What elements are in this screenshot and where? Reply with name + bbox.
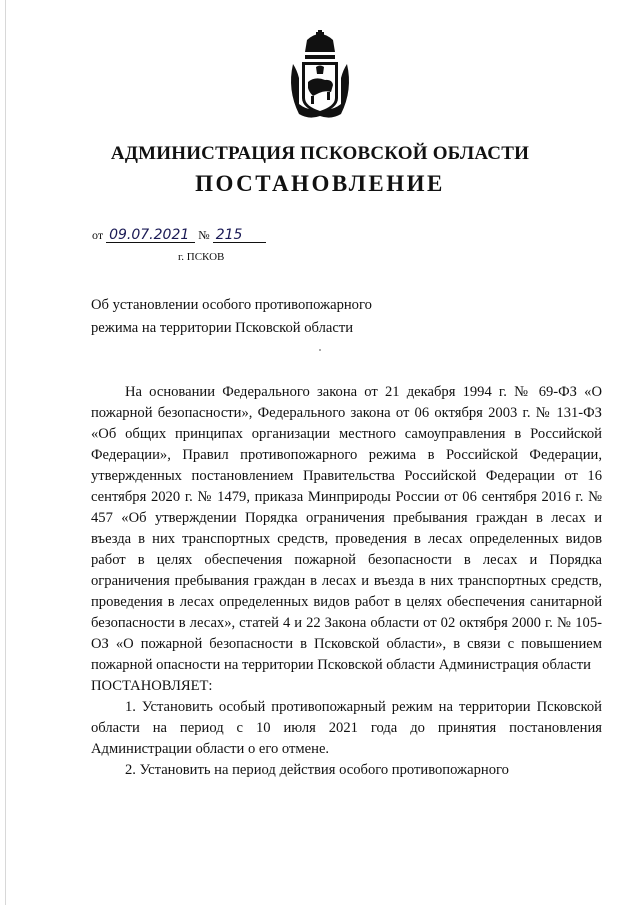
subject-line-1: Об установлении особого противопожарного bbox=[91, 297, 372, 313]
subject-line-2: режима на территории Псковской области bbox=[91, 320, 354, 336]
date-prefix: от bbox=[92, 228, 104, 242]
number-prefix: № bbox=[198, 228, 210, 242]
document-date: 09.07.2021 bbox=[106, 228, 195, 243]
page-edge bbox=[5, 0, 6, 905]
organization-name: АДМИНИСТРАЦИЯ ПСКОВСКОЙ ОБЛАСТИ bbox=[110, 143, 530, 164]
document-number: 215 bbox=[213, 228, 267, 243]
decree-item-1: 1. Установить особый противопожарный режим на территории Псковской области на период с 10 июля 2021 года до принятия постановления Администрации области о его отмене. bbox=[91, 699, 602, 757]
document-meta bbox=[92, 228, 266, 243]
document-subject bbox=[91, 294, 372, 340]
scan-speck bbox=[319, 349, 321, 351]
decree-word: ПОСТАНОВЛЯЕТ: bbox=[91, 678, 213, 694]
decree-item-2: 2. Установить на период действия особого противопожарного bbox=[125, 762, 509, 778]
pskov-coat-of-arms-icon bbox=[285, 30, 355, 122]
document-body bbox=[91, 382, 602, 781]
preamble-paragraph: На основании Федерального закона от 21 декабря 1994 г. № 69-ФЗ «О пожарной безопасности», Федерального закона от 06 октября 2003 г. № 131-ФЗ «Об общих принципах организации местного самоуправления в Российской Федерации», Правил противопожарного режима в Российской Федерации, утвержденных постановлением Правительства Российской Федерации от 16 сентября 2020 г. № 1479, приказа Минприроды России от 06 сентября 2016 г. № 457 «Об утверждении Порядка ограничения пребывания граждан в лесах и въезда в них транспортных средств, проведения в лесах определенных видов работ в целях обеспечения пожарной безопасности в лесах и Порядка ограничения пребывания граждан в лесах и въезда в них транспортных средств, проведения в лесах определенных видов работ в целях обеспечения санитарной безопасности в лесах», статей 4 и 22 Закона области от 02 октября 2000 г. № 105-ОЗ «О пожарной безопасности в Псковской области», в связи с повышением пожарной опасности на территории Псковской области Администрация области bbox=[91, 384, 602, 673]
document-city: г. ПСКОВ bbox=[178, 251, 225, 263]
document-type: ПОСТАНОВЛЕНИЕ bbox=[195, 171, 445, 196]
